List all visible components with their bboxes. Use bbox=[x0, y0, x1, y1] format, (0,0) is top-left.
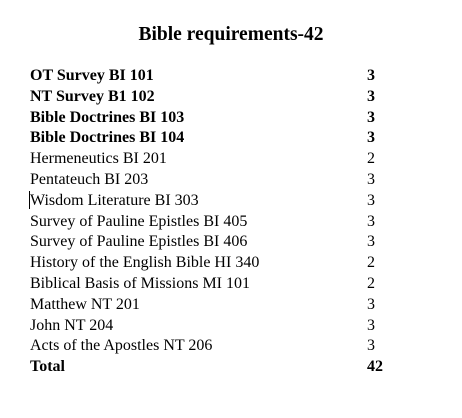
credit-hours: 42 bbox=[367, 358, 383, 376]
course-row bbox=[30, 212, 420, 233]
credit-hours: 3 bbox=[367, 337, 375, 355]
credit-hours: 3 bbox=[367, 212, 375, 230]
credit-hours: 3 bbox=[367, 170, 375, 188]
course-name: OT Survey BI 101 bbox=[30, 67, 154, 84]
credit-hours: 3 bbox=[367, 295, 375, 313]
course-name: Acts of the Apostles NT 206 bbox=[30, 337, 213, 355]
course-name: Matthew NT 201 bbox=[30, 295, 140, 313]
credit-hours: 3 bbox=[367, 87, 375, 105]
text-cursor bbox=[29, 191, 30, 209]
course-name: Wisdom Literature BI 303 bbox=[30, 191, 199, 209]
course-name: Bible Doctrines BI 104 bbox=[30, 129, 185, 147]
course-row bbox=[30, 108, 420, 129]
credit-hours: 2 bbox=[367, 150, 375, 168]
page-title: Bible requirements-42 bbox=[138, 24, 324, 45]
credit-hours: 2 bbox=[367, 274, 375, 292]
credit-hours: 3 bbox=[367, 129, 375, 147]
course-name: Bible Doctrines BI 103 bbox=[30, 108, 185, 126]
course-row bbox=[30, 336, 420, 357]
credit-hours: 3 bbox=[367, 191, 375, 209]
course-row bbox=[30, 191, 420, 212]
course-row bbox=[30, 295, 420, 316]
course-row bbox=[30, 149, 420, 170]
credit-hours: 3 bbox=[367, 316, 375, 334]
credit-hours: 3 bbox=[367, 233, 375, 251]
course-name: Pentateuch BI 203 bbox=[30, 170, 149, 188]
course-row bbox=[30, 253, 420, 274]
course-row bbox=[30, 87, 420, 108]
course-name: History of the English Bible HI 340 bbox=[30, 254, 260, 272]
course-row bbox=[30, 274, 420, 295]
course-name: Hermeneutics BI 201 bbox=[30, 150, 167, 168]
course-name: NT Survey B1 102 bbox=[30, 87, 155, 105]
course-row bbox=[30, 232, 420, 253]
course-name: Survey of Pauline Epistles BI 405 bbox=[30, 212, 248, 230]
course-name: Total bbox=[30, 358, 65, 376]
course-row bbox=[30, 316, 420, 337]
course-name: John NT 204 bbox=[30, 316, 114, 334]
credit-hours: 3 bbox=[367, 67, 375, 84]
course-row bbox=[30, 66, 420, 87]
credit-hours: 3 bbox=[367, 108, 375, 126]
course-name: Biblical Basis of Missions MI 101 bbox=[30, 274, 251, 292]
total-row bbox=[30, 357, 420, 378]
course-row bbox=[30, 128, 420, 149]
credit-hours: 2 bbox=[367, 254, 375, 272]
course-name: Survey of Pauline Epistles BI 406 bbox=[30, 233, 248, 251]
requirements-table bbox=[30, 66, 420, 378]
course-row bbox=[30, 170, 420, 191]
